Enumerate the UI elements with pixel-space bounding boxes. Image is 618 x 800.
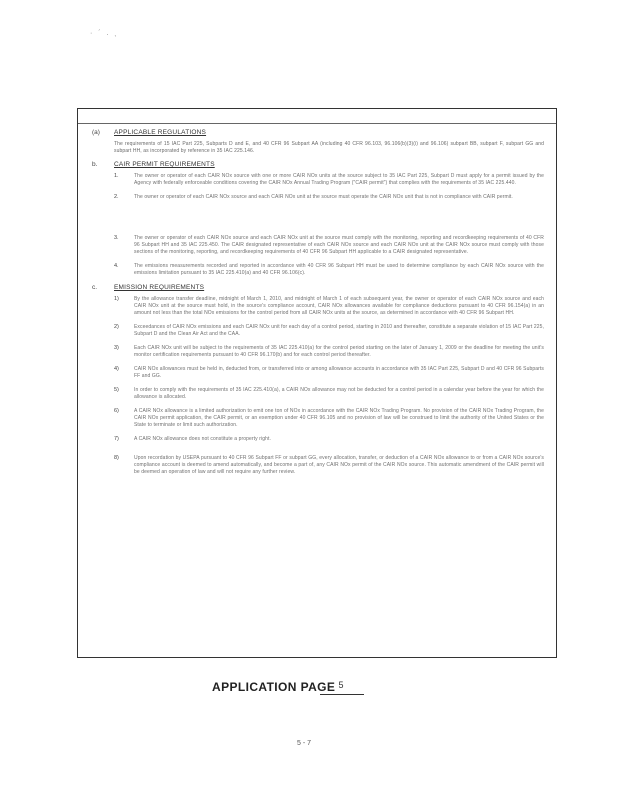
list-item xyxy=(78,436,544,448)
item-text: The emissions measurements recorded and reported in accordance with 40 CFR 96 Subpart HH must be used to determine compliance by each CAIR NOx source with the emissions limitation pursuant to 35 IAC 225.410(a) and 40 CFR 96.106(c). xyxy=(134,263,544,276)
item-text: Upon recordation by USEPA pursuant to 40 CFR 96 Subpart FF or subpart GG, every allocation, transfer, or deduction of a CAIR NOx allowance to or from a CAIR NOx source's compliance account is deemed to amend automatically, and become a part of, any CAIR NOx permit of the CAIR NOx source. This automatic amendment of the CAIR permit will be deemed an operation of law and will not require any further review. xyxy=(134,455,544,475)
section-paragraph: The requirements of 15 IAC Part 225, Subparts D and E, and 40 CFR 96 Subpart AA (including 40 CFR 96.103, 96.106(b)(3)(i) and 96.106) subpart BB, subpart F, subpart GG and subpart HH, as incorporated by reference in 35 IAC 225.146. xyxy=(114,141,544,154)
blank-gap xyxy=(78,213,556,235)
item-text: The owner or operator of each CAIR NOx source and each CAIR NOx unit at the source must operate the CAIR NOx unit that is not in compliance with CAIR permit. xyxy=(134,194,513,200)
item-number: 2) xyxy=(114,324,119,330)
regulation-frame xyxy=(77,108,557,658)
section-heading xyxy=(78,284,556,296)
section-emission-requirements xyxy=(78,284,556,476)
list-item xyxy=(78,387,544,401)
section-heading xyxy=(78,129,556,141)
scan-artifact-mark: · ´ . ˎ xyxy=(90,30,119,37)
list-item xyxy=(78,455,544,476)
section-title: EMISSION REQUIREMENTS xyxy=(114,284,205,291)
section-letter: c. xyxy=(92,284,98,291)
section-cair-permit-requirements xyxy=(78,161,556,277)
item-number: 6) xyxy=(114,408,119,414)
section-letter: (a) xyxy=(92,129,100,136)
item-number: 7) xyxy=(114,436,119,442)
section-letter: b. xyxy=(92,161,98,168)
item-text: CAIR NOx allowances must be held in, deducted from, or transferred into or among allowance accounts in accordance with 35 IAC Part 225, Subpart D and 40 CFR 96 Subparts FF and GG. xyxy=(134,366,544,379)
section-heading xyxy=(78,161,556,173)
list-item xyxy=(78,408,544,429)
item-number: 4. xyxy=(114,263,119,269)
page-number: 5 - 7 xyxy=(297,740,312,747)
item-text: In order to comply with the requirements of 35 IAC 225.410(a), a CAIR NOx allowance may not be deducted for a control period in a calendar year before the year for which the allowance is allocated. xyxy=(134,387,544,400)
list-item xyxy=(78,296,544,317)
application-page-underline xyxy=(320,694,364,695)
item-text: The owner or operator of each CAIR NOx source and each CAIR NOx unit at the source must comply with the monitoring, reporting and recordkeeping requirements of 40 CFR 96 Subpart HH and 35 IAC 225.450. The CAIR designated representative of each CAIR NOx source and each CAIR NOx unit at the CAIR NOx source must comply with those sections of the monitoring, reporting, and recordkeeping requirements of 40 CFR 96 Subpart HH applicable to a CAIR designated representative. xyxy=(134,235,544,255)
item-text: A CAIR NOx allowance does not constitute a property right. xyxy=(134,436,271,442)
list-item xyxy=(78,194,544,206)
section-title: APPLICABLE REGULATIONS xyxy=(114,129,207,136)
list-item xyxy=(78,345,544,359)
item-number: 1) xyxy=(114,296,119,302)
application-page-number: 5 xyxy=(338,680,344,690)
item-text: By the allowance transfer deadline, midnight of March 1, 2010, and midnight of March 1 of each subsequent year, the owner or operator of each CAIR NOx source and each CAIR NOx unit at the source must hold, in the source's compliance account, CAIR NOx allowances available for compliance deductions pursuant to 40 CFR 96.154(a) in an amount not less than the total NOx emissions for the control period from all CAIR NOx units at the source, as determined in accordance with 40 CFR 96 Subpart HH. xyxy=(134,296,544,316)
application-page-label: APPLICATION PAGE xyxy=(212,680,336,694)
list-item xyxy=(78,263,544,277)
section-title: CAIR PERMIT REQUIREMENTS xyxy=(114,161,215,168)
frame-top-rule xyxy=(78,123,556,124)
item-text: A CAIR NOx allowance is a limited authorization to emit one ton of NOx in accordance with the CAIR NOx Trading Program. No provision of the CAIR NOx Trading Program, the CAIR NOx permit application, the CAIR permit, or an exemption under 40 CFR 96.105 and no provision of law will be construed to limit the authority of the United States or the State to terminate or limit such authorization. xyxy=(134,408,544,428)
list-item xyxy=(78,173,544,187)
item-text: Exceedances of CAIR NOx emissions and each CAIR NOx unit for each day of a control period, starting in 2010 and thereafter, constitute a separate violation of 15 IAC Part 225, Subpart D and the Clean Air Act and the CAA. xyxy=(134,324,544,337)
item-number: 1. xyxy=(114,173,119,179)
list-item xyxy=(78,366,544,380)
item-number: 3. xyxy=(114,235,119,241)
item-text: The owner or operator of each CAIR NOx source with one or more CAIR NOx units at the source subject to 35 IAC Part 225, Subpart D must apply for a permit issued by the Agency with federally enforceable conditions covering the CAIR NOx Annual Trading Program ("CAIR permit") that complies with the requirements of 35 IAC 225.440. xyxy=(134,173,544,186)
item-number: 2. xyxy=(114,194,119,200)
item-number: 5) xyxy=(114,387,119,393)
list-item xyxy=(78,235,544,256)
frame-content xyxy=(78,127,556,657)
list-item xyxy=(78,324,544,338)
item-number: 3) xyxy=(114,345,119,351)
item-text: Each CAIR NOx unit will be subject to the requirements of 35 IAC 225.410(a) for the control period starting on the later of January 1, 2009 or the deadline for meeting the unit's monitor certification requirements pursuant to 40 CFR 96.170(b) and for each control period thereafter. xyxy=(134,345,544,358)
section-applicable-regulations xyxy=(78,129,556,155)
item-number: 4) xyxy=(114,366,119,372)
item-number: 8) xyxy=(114,455,119,461)
